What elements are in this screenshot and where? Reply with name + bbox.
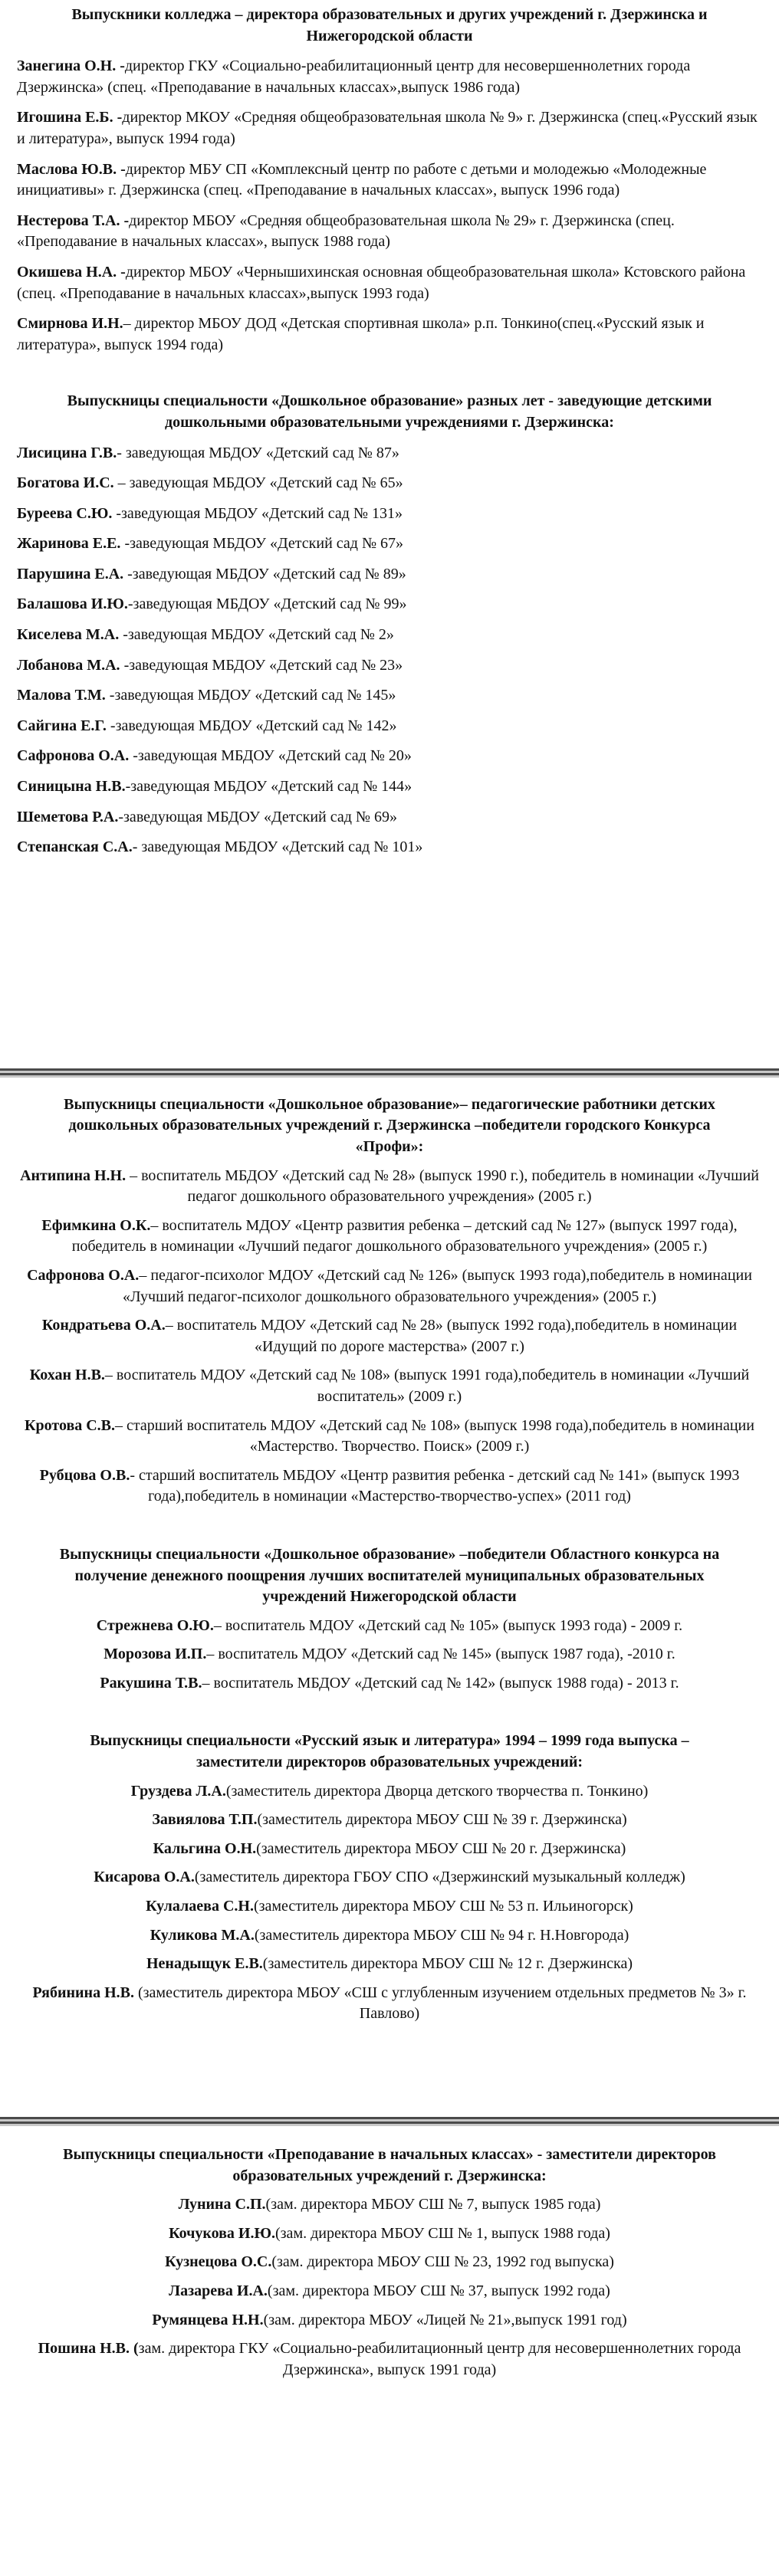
list-item	[17, 2223, 762, 2245]
list-item	[17, 1954, 762, 1975]
person-description: директор МКОУ «Средняя общеобразовательная школа № 9» г. Дзержинска (спец.«Русский язык и литература», выпуск 1994 года)	[17, 109, 758, 147]
section-kindergarten-heads	[0, 356, 779, 858]
person-name: Лисицина Г.В.	[17, 444, 117, 461]
person-name: Игошина Е.Б. -	[17, 109, 123, 126]
list-item	[17, 1315, 762, 1357]
page-divider	[0, 2117, 779, 2126]
section-title: Выпускницы специальности «Русский язык и литература» 1994 – 1999 года выпуска – заместители директоров образовательных учреждений:	[90, 1732, 689, 1771]
person-description: – воспитатель МДОУ «Центр развития ребенка – детский сад № 127» (выпуск 1997 года), победитель в номинации «Лучший педагог дошкольного образовательного учреждения» (2005 г.)	[71, 1216, 738, 1255]
list-item	[17, 1166, 762, 1208]
section-regional-winners	[0, 1508, 779, 1695]
list-item	[17, 564, 762, 586]
list-item	[17, 837, 762, 858]
section-profi-winners	[0, 1078, 779, 1508]
list-item	[17, 776, 762, 798]
person-description: – старший воспитатель МДОУ «Детский сад № 108» (выпуск 1998 года),победитель в номинации «Мастерство. Творчество. Поиск» (2009 г.)	[115, 1416, 754, 1455]
list-item	[17, 56, 762, 98]
person-description: -заведующая МБДОУ «Детский сад № 69»	[118, 808, 397, 825]
person-description: -заведующая МБДОУ «Детский сад № 145»	[105, 687, 396, 704]
person-name: Антипина Н.Н.	[20, 1167, 127, 1184]
section-primary-teaching-deputies	[0, 2126, 779, 2381]
list-item	[17, 443, 762, 464]
list-item	[17, 1216, 762, 1258]
list-item	[17, 211, 762, 253]
person-name: Груздева Л.А.	[130, 1782, 226, 1800]
person-description: -заведующая МБДОУ «Детский сад № 67»	[120, 535, 404, 553]
person-name: Кохан Н.В.	[29, 1367, 105, 1384]
list-item	[17, 807, 762, 829]
blank-space	[0, 858, 779, 1068]
person-description: директор МБОУ «Средняя общеобразовательная школа № 29» г. Дзержинска (спец. «Преподавание в начальных классах», выпуск 1988 года)	[17, 212, 675, 251]
list-item	[17, 1925, 762, 1947]
person-name: Лобанова М.А.	[17, 656, 120, 674]
person-name: Занегина О.Н. -	[17, 57, 125, 75]
list-item	[17, 1839, 762, 1860]
list-item	[17, 746, 762, 767]
list-item	[17, 2338, 762, 2381]
person-description: – воспитатель МДОУ «Детский сад № 108» (выпуск 1991 года),победитель в номинации «Лучший воспитатель» (2009 г.)	[104, 1367, 750, 1405]
list-item	[17, 262, 762, 304]
person-name: Кузнецова О.С.	[165, 2253, 272, 2271]
person-name: Сафронова О.А.	[17, 747, 130, 765]
list-item	[17, 1673, 762, 1695]
list-item	[17, 2310, 762, 2332]
person-name: Парушина Е.А.	[17, 565, 124, 582]
person-name: Кисарова О.А.	[94, 1869, 195, 1886]
person-name: Малова Т.М.	[17, 687, 106, 704]
person-description: (заместитель директора МБОУ СШ № 53 п. Ильиногорск)	[253, 1898, 633, 1915]
person-name: Куликова М.А.	[150, 1926, 255, 1944]
person-description: - заведующая МБДОУ «Детский сад № 87»	[117, 444, 399, 461]
list-item	[17, 473, 762, 494]
list-item	[17, 1896, 762, 1918]
person-name: Кулалаева С.Н.	[146, 1898, 254, 1915]
section-title: Выпускницы специальности «Дошкольное образование» –победители Областного конкурса на получение денежного поощрения лучших воспитателей муниципальных образовательных учреждений Нижегородской области	[59, 1545, 720, 1606]
person-description: – воспитатель МДОУ «Детский сад № 28» (выпуск 1992 года),победитель в номинации «Идущий по дороге мастерства» (2007 г.)	[165, 1317, 738, 1355]
person-description: (зам. директора МБОУ СШ № 1, выпуск 1988 года)	[275, 2224, 610, 2242]
person-description: -заведующая МБДОУ «Детский сад № 2»	[119, 626, 394, 644]
list-item	[17, 716, 762, 737]
list-item	[17, 504, 762, 525]
person-description: -заведующая МБДОУ «Детский сад № 99»	[127, 596, 407, 613]
person-description: (заместитель директора МБОУ «СШ с углубленным изучением отдельных предметов № 3» г. Павлово)	[133, 1984, 747, 2023]
person-description: (заместитель директора Дворца детского творчества п. Тонкино)	[225, 1782, 649, 1800]
list-item	[17, 655, 762, 677]
person-description: директор МБУ СП «Комплексный центр по работе с детьми и молодежью «Молодежные инициативы» г. Дзержинска (спец. «Преподавание в начальных классах», выпуск 1996 года)	[17, 160, 707, 199]
person-name: Буреева С.Ю.	[17, 504, 113, 522]
person-description: (зам. директора МБОУ СШ № 7, выпуск 1985 года)	[265, 2196, 601, 2213]
list-item	[17, 2281, 762, 2302]
person-description: (зам. директора МБОУ СШ № 23, 1992 год выпуска)	[271, 2253, 614, 2271]
person-name: Маслова Ю.В. -	[17, 160, 126, 178]
list-item	[17, 1810, 762, 1831]
person-description: (заместитель директора МБОУ СШ № 12 г. Дзержинска)	[262, 1955, 633, 1973]
person-description: -заведующая МБДОУ «Детский сад № 23»	[120, 656, 403, 674]
section-directors	[0, 0, 779, 356]
list-item	[17, 2252, 762, 2273]
person-name: Кочукова И.Ю.	[169, 2224, 275, 2242]
section-title: Выпускницы специальности «Преподавание в начальных классах» - заместители директоров образовательных учреждений г. Дзержинска:	[63, 2146, 716, 2184]
person-name: Ненадыщук Е.В.	[146, 1955, 263, 1973]
list-item	[17, 685, 762, 707]
list-item	[17, 1867, 762, 1889]
person-description: (зам. директора МБОУ СШ № 37, выпуск 1992 года)	[267, 2282, 610, 2299]
person-name: Синицына Н.В.	[17, 778, 126, 796]
list-item	[17, 533, 762, 555]
person-description: – воспитатель МБДОУ «Детский сад № 142» (выпуск 1988 года) - 2013 г.	[202, 1674, 679, 1692]
person-name: Кротова С.В.	[25, 1416, 116, 1434]
person-description: -заведующая МБДОУ «Детский сад № 89»	[123, 565, 406, 582]
person-name: Окишева Н.А. -	[17, 263, 126, 281]
person-description: – воспитатель МДОУ «Детский сад № 105» (выпуск 1993 года) - 2009 г.	[213, 1616, 683, 1634]
person-description: -заведующая МБДОУ «Детский сад № 131»	[112, 504, 403, 522]
list-item	[17, 625, 762, 646]
person-name: Морозова И.П.	[104, 1646, 207, 1663]
person-description: - старший воспитатель МБДОУ «Центр развития ребенка - детский сад № 141» (выпуск 1993 года),победитель в номинации «Мастерство-творчество-успех» (2011 год)	[130, 1466, 740, 1505]
person-description: – воспитатель МДОУ «Детский сад № 145» (выпуск 1987 года), -2010 г.	[206, 1646, 675, 1663]
person-description: -заведующая МБДОУ «Детский сад № 142»	[106, 717, 397, 734]
list-item	[17, 313, 762, 356]
person-description: -заведующая МБДОУ «Детский сад № 20»	[129, 747, 412, 765]
person-description: (заместитель директора МБОУ СШ № 39 г. Дзержинска)	[257, 1811, 627, 1829]
list-item	[17, 1265, 762, 1308]
person-description: -заведующая МБДОУ «Детский сад № 144»	[125, 778, 413, 796]
section-title: Выпускники колледжа – директора образовательных и других учреждений г. Дзержинска и Нижегородской области	[71, 6, 708, 44]
person-name: Стрежнева О.Ю.	[96, 1616, 214, 1634]
person-name: Лунина С.П.	[178, 2196, 266, 2213]
page-divider	[0, 1068, 779, 1078]
person-name: Жаринова Е.Е.	[17, 535, 121, 553]
list-item	[17, 1465, 762, 1508]
person-name: Киселева М.А.	[17, 626, 120, 644]
person-description: – педагог-психолог МДОУ «Детский сад № 126» (выпуск 1993 года),победитель в номинации «Лучший педагог-психолог дошкольного образовательного учреждения» (2005 г.)	[122, 1266, 752, 1305]
person-description: – воспитатель МБДОУ «Детский сад № 28» (выпуск 1990 г.), победитель в номинации «Лучший педагог дошкольного образовательного учреждения» (2005 г.)	[126, 1167, 759, 1206]
person-name: Пошина Н.В. (	[38, 2340, 139, 2358]
person-name: Степанская С.А.	[17, 838, 133, 856]
list-item	[17, 159, 762, 202]
person-name: Балашова И.Ю.	[17, 596, 128, 613]
person-name: Нестерова Т.А. -	[17, 212, 130, 229]
person-description: – заведующая МБДОУ «Детский сад № 65»	[113, 474, 403, 492]
person-name: Ракушина Т.В.	[100, 1674, 202, 1692]
person-description: (зам. директора МБОУ «Лицей № 21»,выпуск 1991 год)	[263, 2311, 627, 2328]
list-item	[17, 1644, 762, 1665]
list-item	[17, 1616, 762, 1637]
person-name: Кальгина О.Н.	[153, 1839, 257, 1857]
person-description: (заместитель директора ГБОУ СПО «Дзержинский музыкальный колледж)	[194, 1869, 685, 1886]
list-item	[17, 1416, 762, 1458]
person-description: зам. директора ГКУ «Социально-реабилитационный центр для несовершеннолетних города Дзержинска», выпуск 1991 года)	[138, 2340, 741, 2378]
person-name: Румянцева Н.Н.	[152, 2311, 264, 2328]
person-name: Смирнова И.Н.	[17, 315, 123, 333]
person-name: Кондратьева О.А.	[41, 1317, 166, 1334]
person-name: Рубцова О.В.	[39, 1466, 130, 1484]
person-name: Ефимкина О.К.	[41, 1216, 151, 1234]
list-item	[17, 1365, 762, 1407]
person-description: – директор МБОУ ДОД «Детская спортивная школа» р.п. Тонкино(спец.«Русский язык и литература», выпуск 1994 года)	[17, 315, 705, 353]
person-name: Рябинина Н.В.	[32, 1984, 134, 2001]
person-name: Шеметова Р.А.	[17, 808, 119, 825]
person-description: (заместитель директора МБОУ СШ № 20 г. Дзержинска)	[256, 1839, 626, 1857]
list-item	[17, 594, 762, 615]
list-item	[17, 1983, 762, 2025]
section-title: Выпускницы специальности «Дошкольное образование»– педагогические работники детских дошкольных образовательных учреждений г. Дзержинска –победители городского Конкурса «Профи»:	[64, 1095, 715, 1155]
person-description: - заведующая МБДОУ «Детский сад № 101»	[132, 838, 423, 856]
person-name: Богатова И.С.	[17, 474, 114, 492]
person-description: директор МБОУ «Чернышихинская основная общеобразовательная школа» Кстовского района (спец. «Преподавание в начальных классах»,выпуск 1993 года)	[17, 263, 746, 302]
list-item	[17, 2194, 762, 2216]
list-item	[17, 107, 762, 149]
list-item	[17, 1781, 762, 1803]
person-name: Сайгина Е.Г.	[17, 717, 107, 734]
blank-space	[0, 2025, 779, 2117]
person-name: Завиялова Т.П.	[152, 1811, 258, 1829]
person-name: Лазарева И.А.	[169, 2282, 268, 2299]
section-russian-language-deputies	[0, 1694, 779, 2025]
person-description: директор ГКУ «Социально-реабилитационный центр для несовершеннолетних города Дзержинска» (спец. «Преподавание в начальных классах»,выпуск 1986 года)	[17, 57, 691, 96]
person-name: Сафронова О.А.	[27, 1266, 140, 1284]
section-title: Выпускницы специальности «Дошкольное образование» разных лет - заведующие детскими дошкольными образовательными учреждениями г. Дзержинска:	[67, 392, 712, 431]
person-description: (заместитель директора МБОУ СШ № 94 г. Н.Новгорода)	[254, 1926, 629, 1944]
